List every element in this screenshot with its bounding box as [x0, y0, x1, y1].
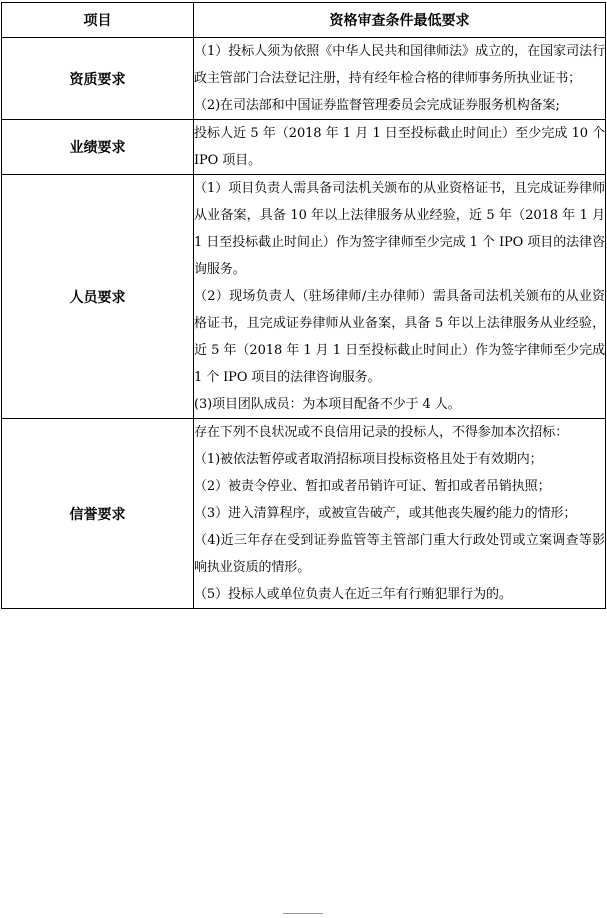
row-label: 信誉要求 [2, 419, 194, 609]
row-content [194, 120, 606, 175]
table-row-personnel [2, 175, 606, 419]
requirement-text: 存在下列不良状况或不良信用记录的投标人，不得参加本次招标： [194, 425, 569, 440]
row-label: 人员要求 [2, 175, 194, 419]
row-label: 资质要求 [2, 38, 194, 120]
requirement-text: 投标人近 5 年（2018 年 1 月 1 日至投标截止时间止）至少完成 10 个 IPO 项目。 [194, 126, 605, 168]
requirement-text: （5）投标人或单位负责人在近三年有行贿犯罪行为的。 [194, 587, 512, 602]
row-content [194, 38, 606, 120]
row-label: 业绩要求 [2, 120, 194, 175]
qualification-table [1, 2, 606, 609]
table-header-row [2, 3, 606, 38]
table-row-performance [2, 120, 606, 175]
table-row-credit [2, 419, 606, 609]
requirement-text: （2）现场负责人（驻场律师/主办律师）需具备司法机关颁布的从业资格证书，且完成证券律师从业备案，具备 5 年以上法律服务从业经验，近 5 年（2018 年 1 月 1 日至投标截止时间止）作为签字律师至少完成 1 个 IPO 项目的法律咨询服务。 [194, 289, 605, 385]
header-item: 项目 [2, 3, 194, 38]
requirement-text: （2)在司法部和中国证券监督管理委员会完成证券服务机构备案; [194, 98, 560, 113]
requirement-text: （4)近三年存在受到证券监管等主管部门重大行政处罚或立案调查等影响执业资质的情形。 [194, 533, 605, 575]
table-row-qualification [2, 38, 606, 120]
header-requirements: 资格审查条件最低要求 [194, 3, 606, 38]
row-content [194, 175, 606, 419]
requirement-text: （1）项目负责人需具备司法机关颁布的从业资格证书，且完成证券律师从业备案，具备 10 年以上法律服务从业经验，近 5 年（2018 年 1 月 1 日至投标截止时间止）作为签字律师至少完成 1 个 IPO 项目的法律咨询服务。 [194, 181, 605, 277]
requirement-text: （1）投标人须为依照《中华人民共和国律师法》成立的，在国家司法行政主管部门合法登记注册，持有经年检合格的律师事务所执业证书； [194, 44, 605, 86]
requirement-text: （3）进入清算程序，或被宣告破产，或其他丧失履约能力的情形； [194, 506, 577, 521]
requirement-text: (3)项目团队成员：为本项目配备不少于 4 人。 [194, 397, 461, 412]
requirement-text: （2）被责令停业、暂扣或者吊销许可证、暂扣或者吊销执照； [194, 479, 551, 494]
requirement-text: （1)被依法暂停或者取消招标项目投标资格且处于有效期内； [194, 452, 543, 467]
row-content [194, 419, 606, 609]
page-bottom-divider [283, 913, 323, 914]
